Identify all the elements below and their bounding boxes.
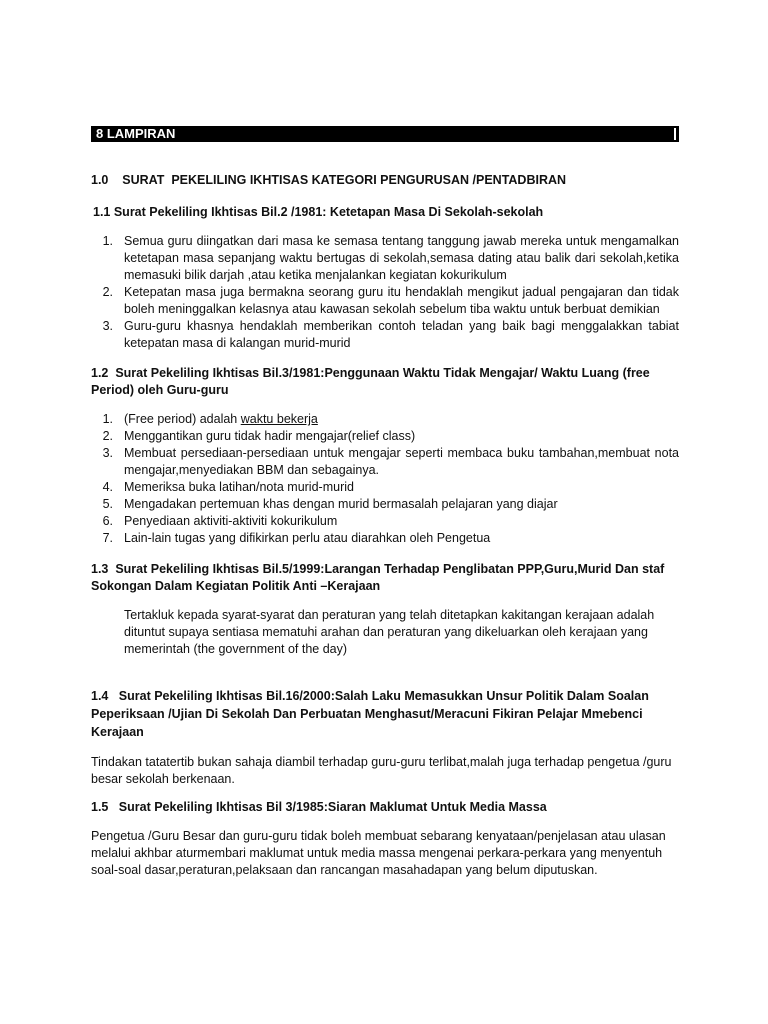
list-text: (Free period) adalah	[124, 412, 241, 426]
subsection-1-4-title-line1: 1.4 Surat Pekeliling Ikhtisas Bil.16/2000:Salah Laku Memasukkan Unsur Politik Dalam Soalan	[91, 689, 649, 703]
list-number: 2.	[102, 285, 113, 299]
appendix-banner	[91, 126, 679, 142]
subsection-1-2-title-line2: Period) oleh Guru-guru	[91, 383, 229, 397]
list-item	[91, 284, 679, 318]
list-text: Guru-guru khasnya hendaklah memberikan contoh teladan yang baik bagi menggalakkan tabiat ketepatan masa di kalangan murid-murid	[124, 319, 679, 350]
subsection-1-2-title-line1: 1.2 Surat Pekeliling Ikhtisas Bil.3/1981:Penggunaan Waktu Tidak Mengajar/ Waktu Luang (free	[91, 366, 650, 380]
subsection-1-1-list	[91, 233, 679, 352]
list-text-underlined: waktu bekerja	[240, 412, 318, 426]
list-text: Lain-lain tugas yang difikirkan perlu atau diarahkan oleh Pengetua	[124, 531, 491, 545]
appendix-banner-label: 8 LAMPIRAN	[96, 126, 176, 141]
subsection-1-2-list	[91, 411, 679, 547]
list-item	[91, 428, 679, 445]
section-title: 1.0 SURAT PEKELILING IKHTISAS KATEGORI PENGURUSAN /PENTADBIRAN	[91, 173, 567, 187]
list-text: Ketepatan masa juga bermakna seorang guru itu hendaklah mengikut jadual pengajaran dan tidak boleh meninggalkan kelasnya atau kawasan sekolah sebelum tiba waktu untuk berbuat demikian	[124, 285, 679, 316]
list-text: Penyediaan aktiviti-aktiviti kokurikulum	[124, 514, 338, 528]
list-number: 6.	[102, 514, 113, 528]
list-text: Semua guru diingatkan dari masa ke semasa tentang tanggung jawab mereka untuk mengamalkan ketetapan masa sepanjang waktu bertugas di sekolah,semasa dating atau balik dari sekolah,ketika memasuki bilik darjah ,atau ketika menjalankan kegiatan kokurikulum	[124, 234, 679, 282]
list-number: 2.	[102, 429, 113, 443]
list-number: 3.	[102, 319, 113, 333]
subsection-1-4-title-line3: Kerajaan	[91, 725, 144, 739]
list-item	[91, 479, 679, 496]
list-number: 1.	[102, 234, 113, 248]
list-number: 4.	[102, 480, 113, 494]
list-item	[91, 513, 679, 530]
list-item	[91, 318, 679, 352]
list-text: Mengadakan pertemuan khas dengan murid bermasalah pelajaran yang diajar	[124, 497, 558, 511]
subsection-1-4-title-line2: Peperiksaan /Ujian Di Sekolah Dan Perbuatan Menghasut/Meracuni Fikiran Pelajar Mmebenci	[91, 707, 643, 721]
subsection-1-5-body: Pengetua /Guru Besar dan guru-guru tidak boleh membuat sebarang kenyataan/penjelasan atau ulasan melalui akhbar aturmembari maklumat untuk media massa mengenai perkara-perkara yang menyentuh soal-soal dasar,peraturan,pelaksaan dan rancangan masahadapan yang belum diputuskan.	[91, 829, 666, 877]
list-text: Memeriksa buka latihan/nota murid-murid	[124, 480, 354, 494]
list-number: 7.	[102, 531, 113, 545]
list-item	[91, 233, 679, 284]
list-item	[91, 496, 679, 513]
subsection-1-5-title: 1.5 Surat Pekeliling Ikhtisas Bil 3/1985:Siaran Maklumat Untuk Media Massa	[91, 800, 547, 814]
list-item	[91, 411, 679, 428]
list-number: 1.	[102, 412, 113, 426]
list-number: 3.	[102, 446, 113, 460]
list-text: Menggantikan guru tidak hadir mengajar(relief class)	[124, 429, 416, 443]
list-item	[91, 445, 679, 479]
subsection-1-3-title-line2: Sokongan Dalam Kegiatan Politik Anti –Kerajaan	[91, 579, 381, 593]
banner-end-mark	[674, 128, 676, 140]
list-number: 5.	[102, 497, 113, 511]
list-item	[91, 530, 679, 547]
subsection-1-1-title: 1.1 Surat Pekeliling Ikhtisas Bil.2 /1981: Ketetapan Masa Di Sekolah-sekolah	[93, 205, 544, 219]
subsection-1-3-body: Tertakluk kepada syarat-syarat dan peraturan yang telah ditetapkan kakitangan kerajaan adalah dituntut supaya sentiasa mematuhi arahan dan peraturan yang dikeluarkan oleh kerajaan yang memerintah (the government of the day)	[124, 608, 655, 656]
subsection-1-4-body: Tindakan tatatertib bukan sahaja diambil terhadap guru-guru terlibat,malah juga terhadap pengetua /guru besar sekolah berkenaan.	[91, 755, 672, 786]
subsection-1-3-title-line1: 1.3 Surat Pekeliling Ikhtisas Bil.5/1999:Larangan Terhadap Penglibatan PPP,Guru,Murid Dan staf	[91, 562, 665, 576]
list-text: Membuat persediaan-persediaan untuk mengajar seperti membaca buku tambahan,membuat nota mengajar,menyediakan BBM dan sebagainya.	[124, 446, 679, 477]
